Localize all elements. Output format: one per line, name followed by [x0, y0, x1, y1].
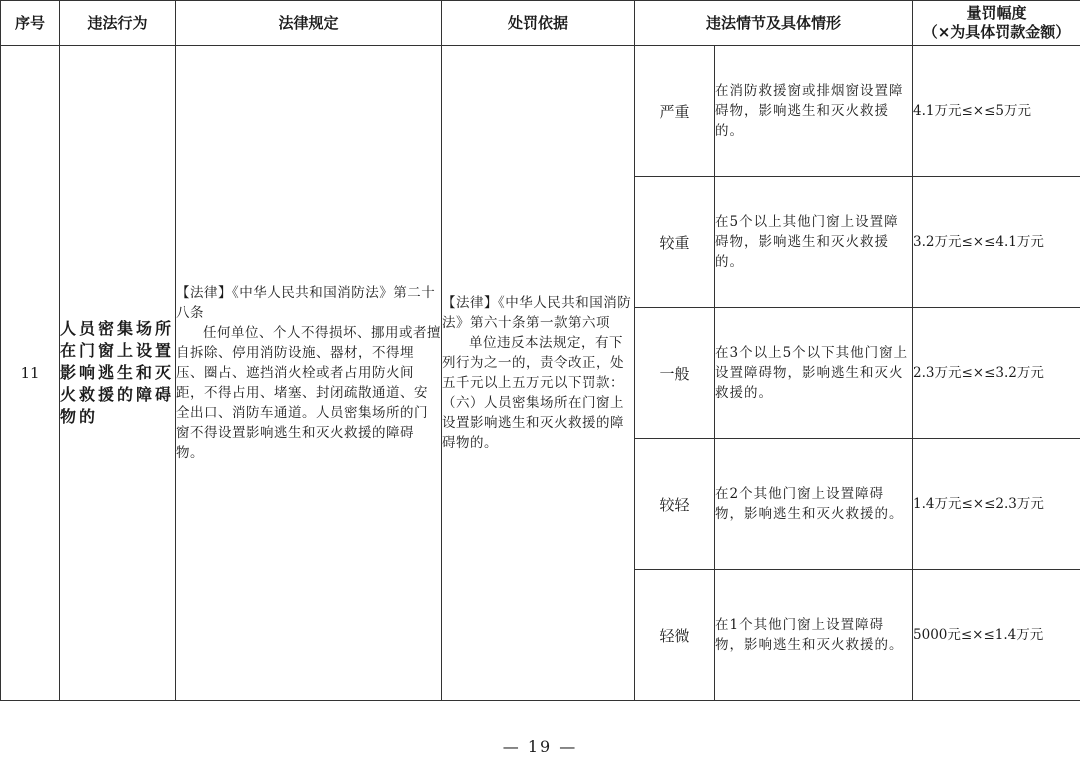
header-row	[1, 1, 1080, 46]
row-seq: 11	[1, 46, 60, 701]
level-general: 一般	[635, 308, 715, 439]
description-serious: 在5个以上其他门窗上设置障碍物，影响逃生和灭火救援的。	[715, 177, 913, 308]
description-severe: 在消防救援窗或排烟窗设置障碍物，影响逃生和灭火救援的。	[715, 46, 913, 177]
penalty-general: 2.3万元≤×≤3.2万元	[913, 308, 1080, 439]
legal-provision-cell	[176, 46, 442, 701]
header-penalty-range-line2: （×为具体罚款金额）	[922, 23, 1071, 41]
header-penalty-basis: 处罚依据	[442, 1, 635, 46]
table-row	[1, 46, 1080, 177]
header-violation: 违法行为	[60, 1, 176, 46]
penalty-serious: 3.2万元≤×≤4.1万元	[913, 177, 1080, 308]
penalty-basis-title: 【法律】《中华人民共和国消防法》第六十条第一款第六项	[442, 295, 632, 331]
penalty-severe: 4.1万元≤×≤5万元	[913, 46, 1080, 177]
description-minor: 在2个其他门窗上设置障碍物，影响逃生和灭火救援的。	[715, 439, 913, 570]
header-penalty-range-line1: 量罚幅度	[966, 4, 1027, 22]
penalty-basis-body: 单位违反本法规定，有下列行为之一的，责令改正，处五千元以上五万元以下罚款：（六）人员密集场所在门窗上设置影响逃生和灭火救援的障碍物的。	[442, 335, 624, 451]
header-circumstances: 违法情节及具体情形	[635, 1, 913, 46]
header-penalty-range	[913, 1, 1080, 46]
penalty-minor: 1.4万元≤×≤2.3万元	[913, 439, 1080, 570]
level-severe: 严重	[635, 46, 715, 177]
page-number: — 19 —	[502, 737, 578, 756]
header-legal-provision: 法律规定	[176, 1, 442, 46]
legal-provision-body: 任何单位、个人不得损坏、挪用或者擅自拆除、停用消防设施、器材，不得埋压、圈占、遮挡消火栓或者占用防火间距，不得占用、堵塞、封闭疏散通道、安全出口、消防车通道。人员密集场所的门窗不得设置影响逃生和灭火救援的障碍物。	[176, 325, 441, 461]
legal-provision-title: 【法律】《中华人民共和国消防法》第二十八条	[176, 285, 436, 321]
level-serious: 较重	[635, 177, 715, 308]
description-slight: 在1个其他门窗上设置障碍物，影响逃生和灭火救援的。	[715, 570, 913, 701]
level-slight: 轻微	[635, 570, 715, 701]
level-minor: 较轻	[635, 439, 715, 570]
row-violation: 人员密集场所在门窗上设置影响逃生和灭火救援的障碍物的	[60, 46, 176, 701]
penalty-slight: 5000元≤×≤1.4万元	[913, 570, 1080, 701]
description-general: 在3个以上5个以下其他门窗上设置障碍物，影响逃生和灭火救援的。	[715, 308, 913, 439]
header-seq: 序号	[1, 1, 60, 46]
penalty-basis-cell	[442, 46, 635, 701]
